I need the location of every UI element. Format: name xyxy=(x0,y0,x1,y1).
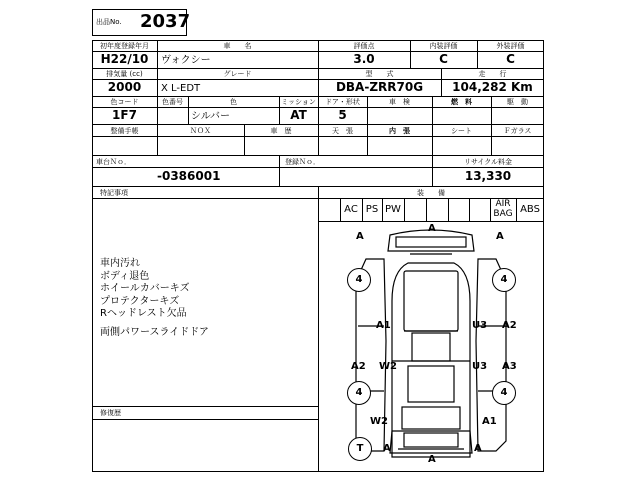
drive-label: 駆 動 xyxy=(507,98,528,106)
doors-label: ドア・形状 xyxy=(325,98,360,106)
lot-number: 2037 xyxy=(140,11,191,32)
car-name-value: ヴォクシー xyxy=(161,55,211,66)
damage-mark-bottom-mid: A xyxy=(428,454,436,465)
equipment-airbag xyxy=(490,199,516,219)
model-label: 型 式 xyxy=(365,70,394,78)
equipment-abs: ABS xyxy=(520,204,540,215)
wheel-fr-mark: 4 xyxy=(492,268,516,292)
equipment-pw: PW xyxy=(385,204,401,215)
remark-line: Rヘッドレスト欠品 xyxy=(100,308,187,319)
remarks-label: 特記事項 xyxy=(100,189,128,197)
displacement-value: 2000 xyxy=(107,80,142,94)
damage-mark-front-top: A xyxy=(428,223,436,234)
inspection-label: 車 検 xyxy=(389,98,410,106)
repair-label: 修復歴 xyxy=(100,409,121,417)
model-value: DBA-ZRR70G xyxy=(335,80,424,94)
damage-mark-side-right-1: U3 xyxy=(472,320,488,331)
lot-number-label: 出品No. xyxy=(96,18,122,26)
car-diagram xyxy=(318,221,544,472)
equipment-airbag-text: AIR BAG xyxy=(493,199,513,219)
first-reg-value: H22/10 xyxy=(100,52,149,66)
grade-label: グレード xyxy=(223,70,252,78)
equipment-ac: AC xyxy=(344,204,358,215)
damage-mark-side-right-4: A3 xyxy=(502,361,517,372)
damage-mark-bottom-left: A xyxy=(383,443,391,454)
mileage-value: 104,282 Km xyxy=(452,80,533,94)
maintenance-label: 整備手帳 xyxy=(110,127,139,135)
damage-mark-side-left-1: A1 xyxy=(376,320,391,331)
fuel-label: 燃 料 xyxy=(451,98,472,106)
score-value: 3.0 xyxy=(353,52,375,66)
ceiling-label: 天 張 xyxy=(332,127,353,135)
mission-value: AT xyxy=(290,108,307,122)
damage-mark-rear-left: W2 xyxy=(370,416,388,427)
equipment-ps: PS xyxy=(365,204,379,215)
damage-mark-side-right-3: U3 xyxy=(472,361,488,372)
recycle-value: 13,330 xyxy=(464,169,512,183)
remark-line: プロテクターキズ xyxy=(100,295,180,307)
remark-line: 両側パワースライドドア xyxy=(100,326,209,338)
upholstery-label: 内 張 xyxy=(389,127,410,135)
remark-line: 車内汚れ xyxy=(100,258,140,269)
wheel-fl-mark: 4 xyxy=(347,268,371,292)
damage-mark-front-right: A xyxy=(496,231,504,242)
remarks-list xyxy=(100,258,209,339)
car-name-label: 車 名 xyxy=(223,42,252,50)
recycle-label: リサイクル料金 xyxy=(463,158,513,166)
exterior-label: 外装評価 xyxy=(496,42,525,50)
history-label: 車 歴 xyxy=(270,127,292,135)
glass-label: Ｆガラス xyxy=(503,127,532,135)
color-code-label: 色コード xyxy=(110,98,139,106)
color-no-label: 色番号 xyxy=(162,98,183,106)
damage-mark-side-left-2: A2 xyxy=(351,361,366,372)
exterior-value: C xyxy=(506,52,515,66)
wheel-rl-mark: 4 xyxy=(347,381,371,405)
spare-tire-mark: T xyxy=(348,437,372,461)
grade-value: X L-EDT xyxy=(161,83,201,94)
damage-mark-bottom-right: A xyxy=(474,443,482,454)
score-label: 評価点 xyxy=(353,42,375,50)
displacement-label: 排気量 (cc) xyxy=(106,70,143,78)
damage-mark-side-left-3: W2 xyxy=(379,361,397,372)
doors-value: 5 xyxy=(338,108,347,122)
damage-mark-side-right-2: A2 xyxy=(502,320,517,331)
interior-label: 内装評価 xyxy=(429,42,458,50)
chassis-label: 車台Ｎｏ． xyxy=(96,158,131,166)
mission-label: ミッション xyxy=(281,98,316,106)
nox-label: ＮＯＸ xyxy=(190,127,211,135)
first-reg-label: 初年度登録年月 xyxy=(100,42,149,50)
color-value: シルバー xyxy=(191,111,231,122)
chassis-value: -0386001 xyxy=(157,169,221,183)
damage-mark-rear-right: A1 xyxy=(482,416,497,427)
reg-no-label: 登録Ｎｏ． xyxy=(285,158,320,166)
mileage-label: 走 行 xyxy=(478,70,507,78)
color-label: 色 xyxy=(230,98,237,106)
remark-line: ボディ退色 xyxy=(100,270,150,282)
wheel-rr-mark: 4 xyxy=(492,381,516,405)
equipment-label: 装 備 xyxy=(417,189,445,197)
damage-mark-front-left: A xyxy=(356,231,364,242)
remark-line: ホイールカバーキズ xyxy=(100,283,190,294)
seat-label: シート xyxy=(451,127,472,135)
interior-value: C xyxy=(439,52,448,66)
color-code-value: 1F7 xyxy=(112,108,137,122)
